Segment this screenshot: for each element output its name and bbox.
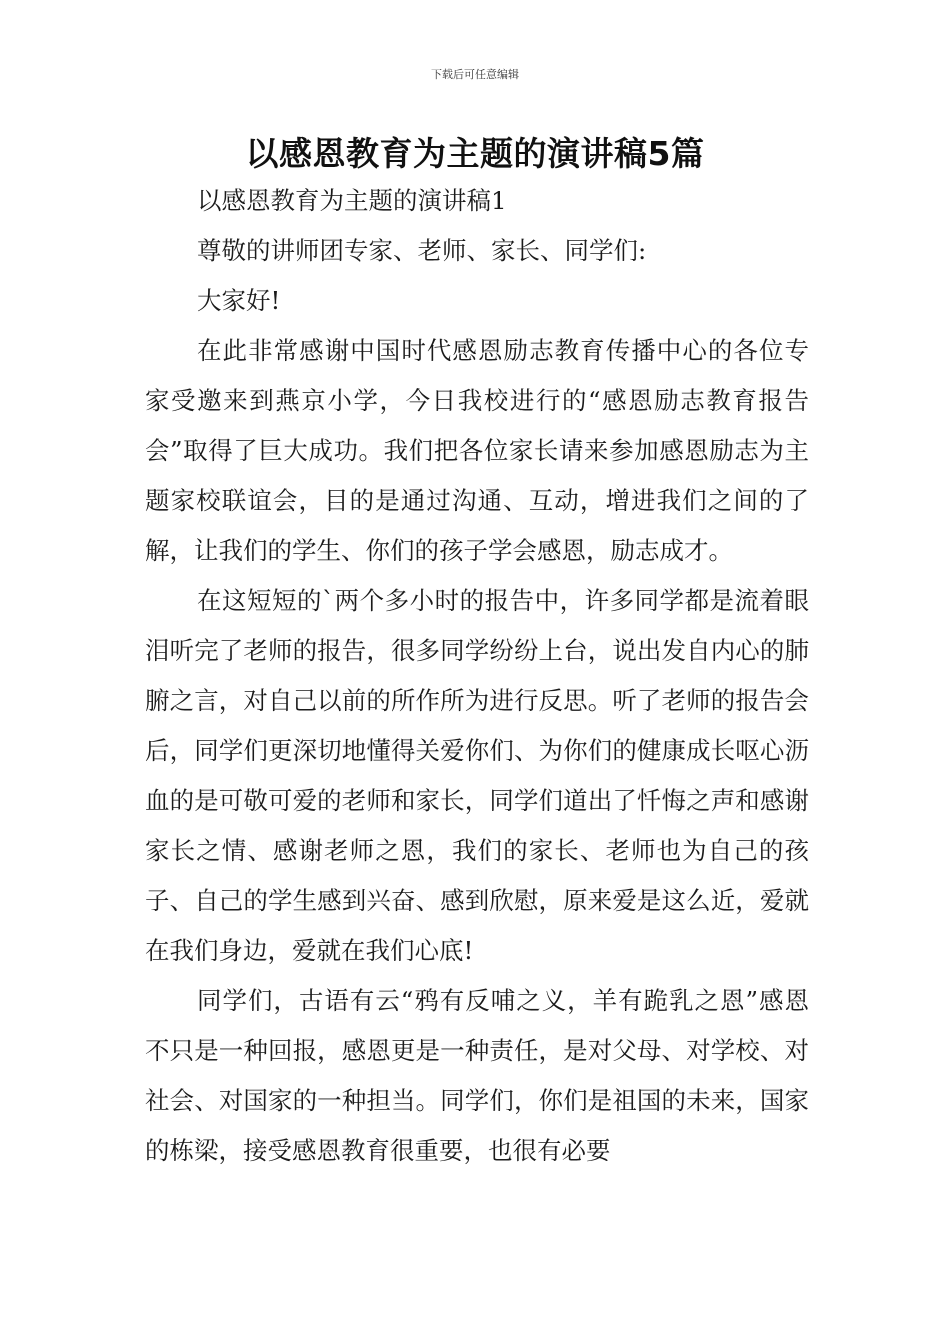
- salutation-paragraph: 尊敬的讲师团专家、老师、家长、同学们:: [197, 236, 647, 265]
- body-paragraph: 同学们，古语有云“鸦有反哺之义，羊有跪乳之恩”感恩不只是一种回报，感恩更是一种责任，是对父母、对学校、对社会、对国家的一种担当。同学们，你们是祖国的未来，国家的栋梁，接受感恩教育很重要，也很有必要: [145, 986, 809, 1165]
- greeting-paragraph: 大家好!: [197, 286, 281, 315]
- body-paragraph: 在这短短的`两个多小时的报告中，许多同学都是流着眼泪听完了老师的报告，很多同学纷纷上台，说出发自内心的肺腑之言，对自己以前的所作所为进行反思。听了老师的报告会后，同学们更深切地懂得关爱你们、为你们的健康成长呕心沥血的是可敬可爱的老师和家长，同学们道出了忏悔之声和感谢家长之情、感谢老师之恩，我们的家长、老师也为自己的孩子、自己的学生感到兴奋、感到欣慰，原来爱是这么近，爱就在我们身边，爱就在我们心底!: [145, 586, 809, 965]
- header-note: 下载后可任意编辑: [431, 68, 519, 81]
- document-title: 以感恩教育为主题的演讲稿5篇: [245, 134, 705, 173]
- subtitle-paragraph: 以感恩教育为主题的演讲稿1: [197, 186, 507, 215]
- document-body: [145, 176, 809, 1176]
- body-paragraph: 在此非常感谢中国时代感恩励志教育传播中心的各位专家受邀来到燕京小学，今日我校进行的“感恩励志教育报告会”取得了巨大成功。我们把各位家长请来参加感恩励志为主题家校联谊会，目的是通过沟通、互动，增进我们之间的了解，让我们的学生、你们的孩子学会感恩，励志成才。: [145, 336, 809, 565]
